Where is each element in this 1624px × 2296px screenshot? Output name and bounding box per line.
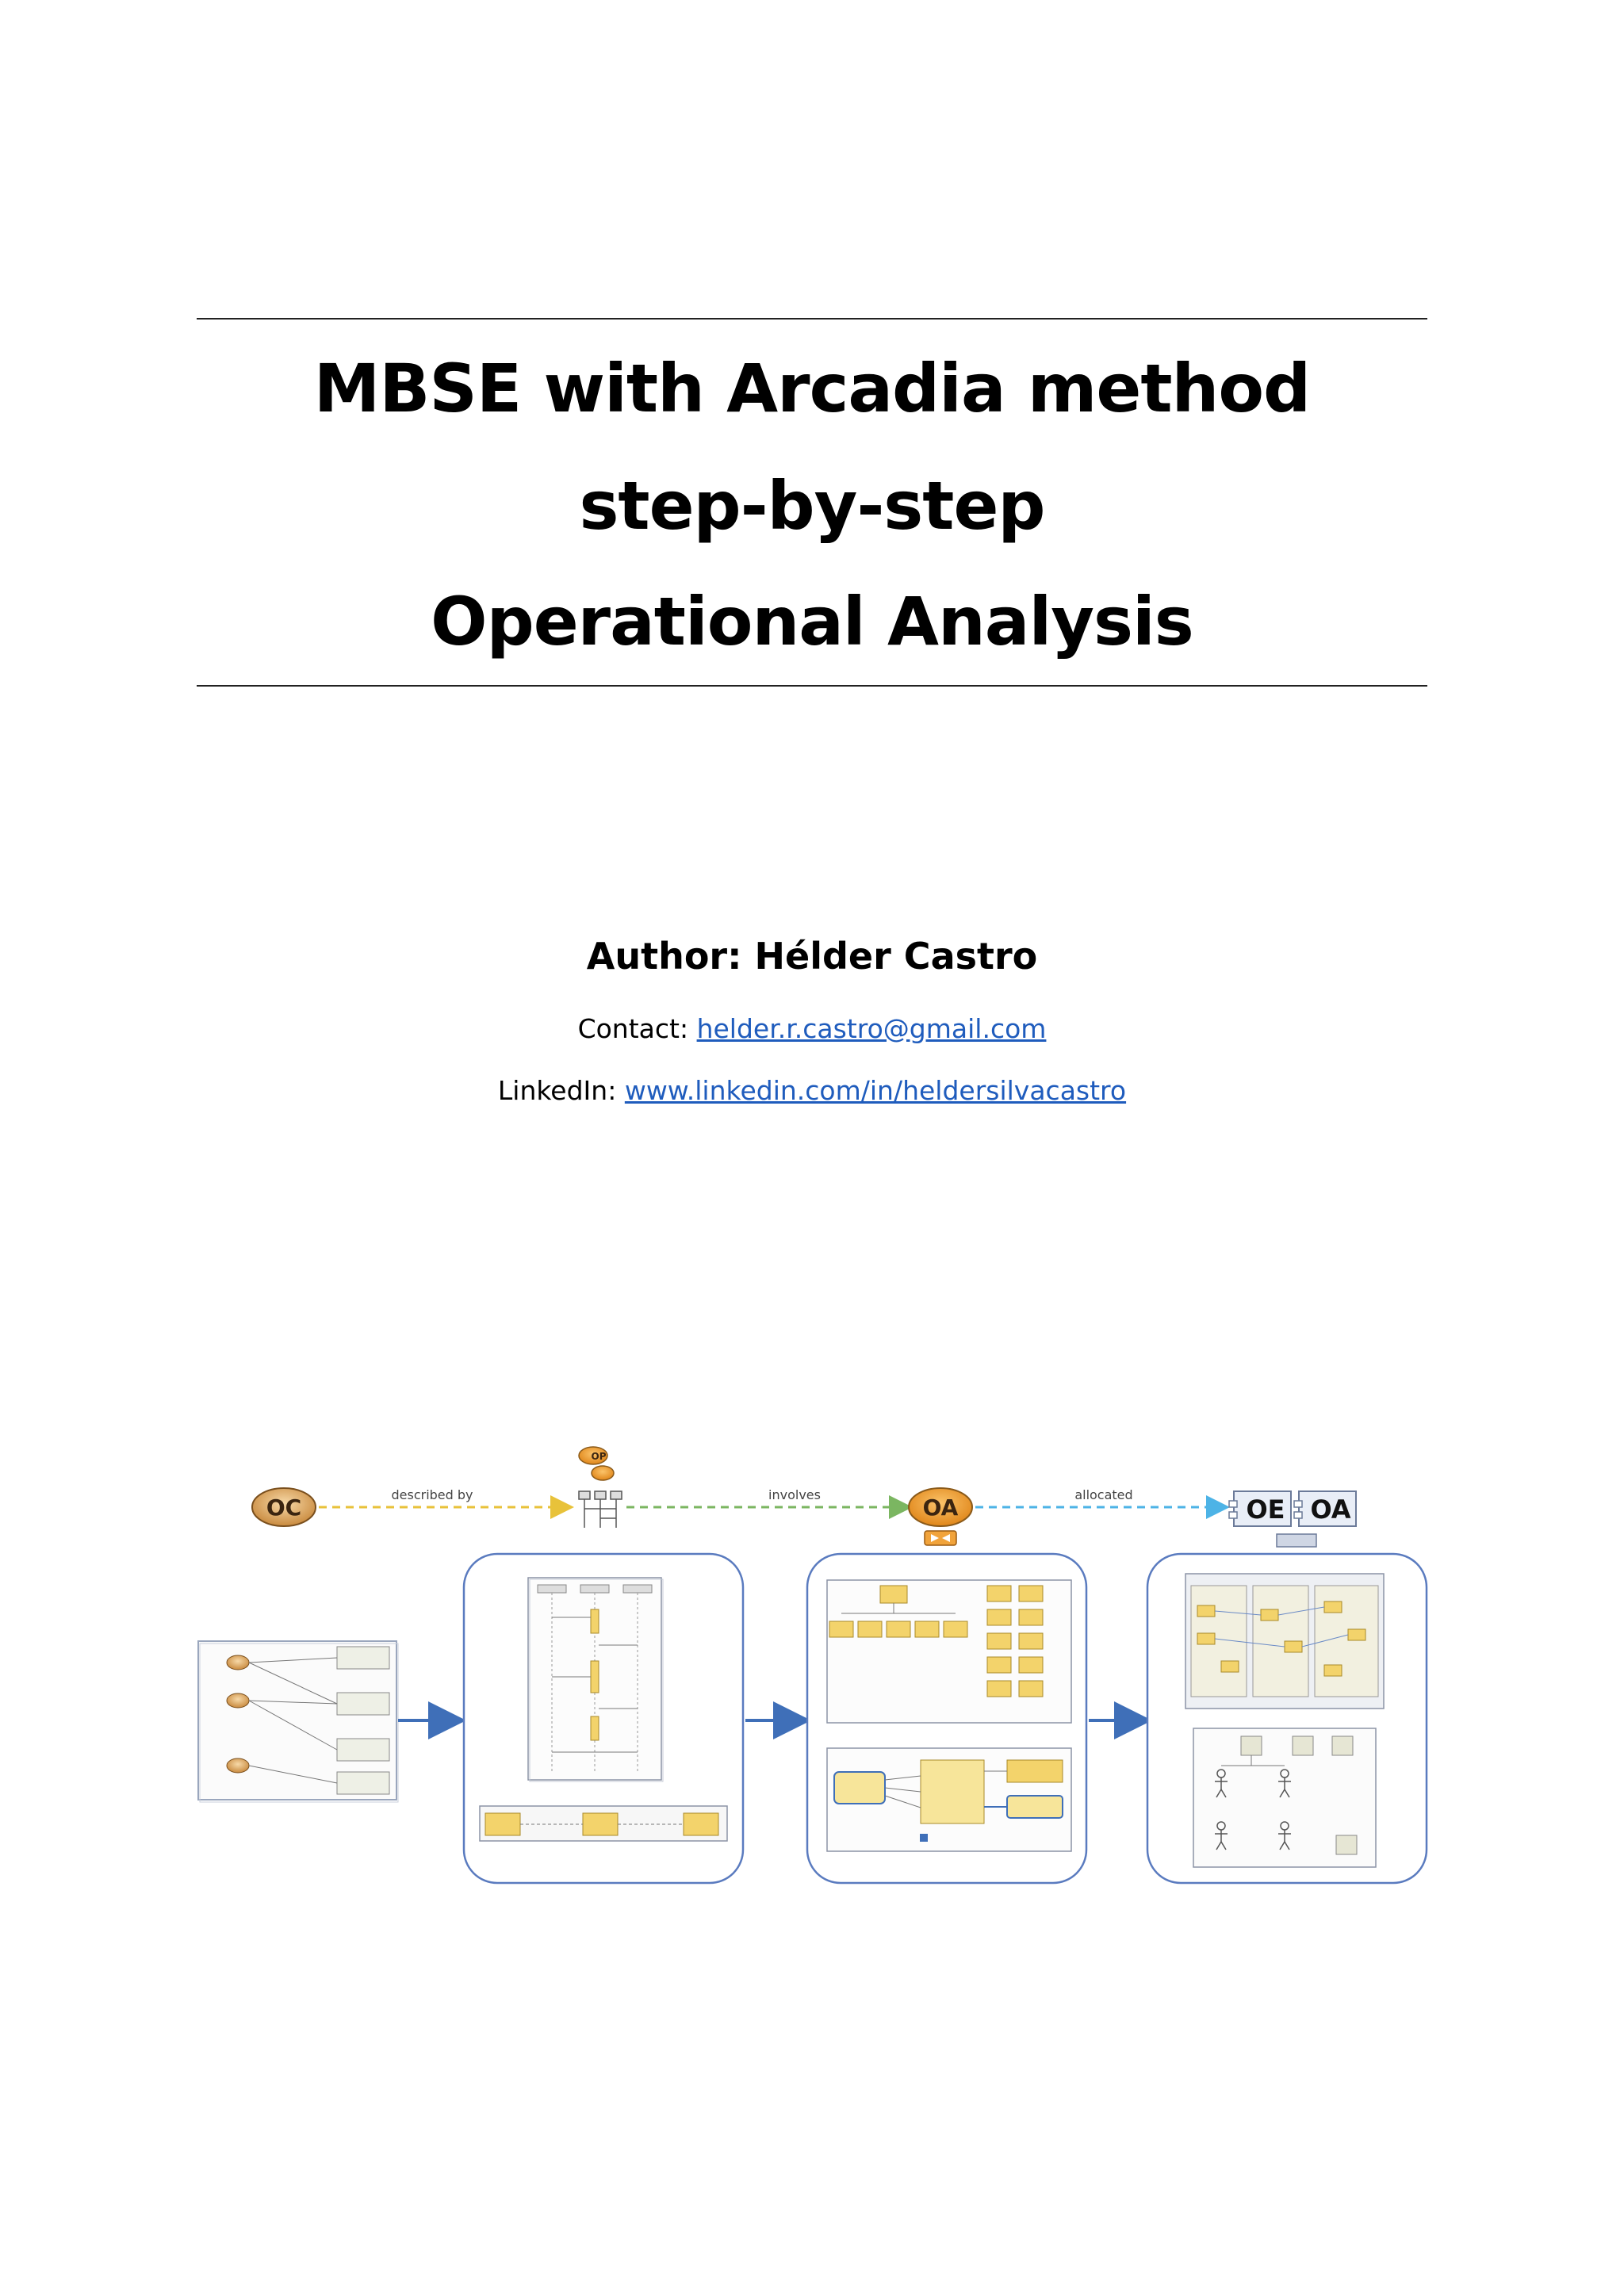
title-line-3: Operational Analysis [431,583,1193,660]
oc-badge-label: OC [266,1494,302,1521]
linkedin-label: LinkedIn: [497,1075,617,1106]
title-line-1: MBSE with Arcadia method [313,350,1311,427]
oc-badge [252,1488,316,1526]
contact-label: Contact: [577,1013,689,1044]
linkedin-link[interactable]: www.linkedin.com/in/heldersilvacastro [624,1075,1127,1106]
activities-panel [807,1554,1086,1883]
oa-badge [909,1488,972,1545]
author-line: Author: Hélder Castro [586,935,1038,978]
described-by-label: described by [391,1487,473,1502]
oe-badge-label: OE [1246,1494,1285,1525]
title-line-2: step-by-step [579,467,1045,545]
capabilities-panel [198,1641,398,1802]
contact-email-link[interactable]: helder.r.castro@gmail.com [696,1013,1047,1044]
arcadia-overview-svg [190,1439,1435,1899]
contact-line [0,1012,1624,1047]
linkedin-line [0,1073,1624,1108]
scenario-panel [464,1554,743,1883]
arcadia-overview-figure [190,1439,1435,1902]
title-bottom-rule [197,685,1427,687]
oa-box-label: OA [1310,1494,1351,1525]
title-top-rule [197,318,1427,320]
op-icon-label: OP [591,1451,607,1462]
entities-panel [1147,1554,1427,1883]
involves-label: involves [768,1487,821,1502]
op-icon [579,1447,622,1528]
oa-badge-label: OA [922,1494,959,1521]
oe-oa-badges [1229,1491,1356,1547]
allocated-label: allocated [1074,1487,1133,1502]
